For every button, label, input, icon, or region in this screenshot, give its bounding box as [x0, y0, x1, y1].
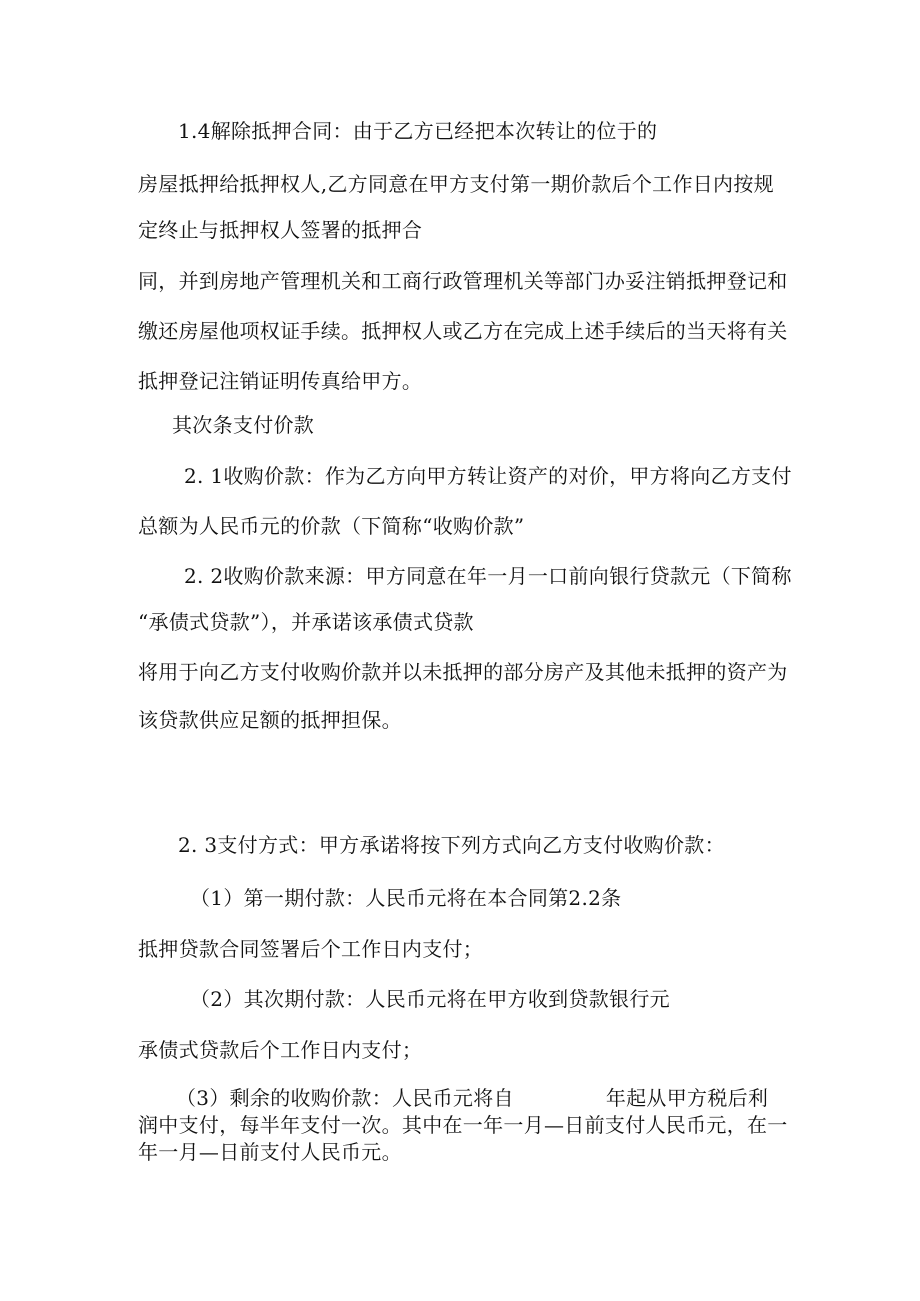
payment-item-1-line-2: 抵押贷款合同签署后个工作日内支付；	[138, 937, 484, 961]
payment-item-1-line-1: （1）第一期付款：人民币元将在本合同第2.2条	[190, 886, 622, 910]
payment-item-2-line-2: 承债式贷款后个工作日内支付；	[138, 1038, 423, 1062]
paragraph-2-1-line-2: 总额为人民币元的价款（下简称“收购价款”	[138, 514, 525, 538]
paragraph-1-4-line-5: 缴还房屋他项权证手续。抵押权人或乙方在完成上述手续后的当天将有关	[138, 319, 788, 343]
paragraph-2-2-line-3: 将用于向乙方支付收购价款并以未抵押的部分房产及其他未抵押的资产为	[138, 660, 788, 684]
paragraph-1-4-line-4: 同，并到房地产管理机关和工商行政管理机关等部门办妥注销抵押登记和	[138, 269, 788, 293]
payment-item-3-tail: 年起从甲方税后利	[605, 1086, 769, 1110]
paragraph-2-2-line-2: “承债式贷款”），并承诺该承债式贷款	[138, 610, 474, 634]
paragraph-2-3-heading: 2. 3支付方式：甲方承诺将按下列方式向乙方支付收购价款：	[178, 833, 725, 857]
payment-item-2-line-1: （2）其次期付款：人民币元将在甲方收到贷款银行元	[190, 987, 670, 1011]
payment-item-3-line-1	[176, 1084, 768, 1112]
paragraph-1-4-line-3: 定终止与抵押权人签署的抵押合	[138, 218, 423, 242]
paragraph-1-4-line-1: 1.4解除抵押合同：由于乙方已经把本次转让的位于的	[178, 119, 658, 143]
payment-item-3-line-2: 润中支付，每半年支付一次。其中在一年一月—日前支付人民币元，在一	[138, 1113, 788, 1137]
paragraph-1-4-line-2: 房屋抵押给抵押权人,乙方同意在甲方支付第一期价款后个工作日内按规	[138, 172, 774, 196]
payment-item-3-lead: （3）剩余的收购价款：人民币元将自	[176, 1086, 514, 1110]
paragraph-2-1-line-1: 2. 1收购价款：作为乙方向甲方转让资产的对价，甲方将向乙方支付	[184, 464, 792, 488]
payment-item-3-line-3: 年一月—日前支付人民币元。	[138, 1140, 402, 1164]
paragraph-2-2-line-4: 该贷款供应足额的抵押担保。	[138, 708, 402, 732]
article-2-heading: 其次条支付价款	[172, 413, 315, 437]
paragraph-1-4-line-6: 抵押登记注销证明传真给甲方。	[138, 369, 423, 393]
paragraph-2-2-line-1: 2. 2收购价款来源：甲方同意在年一月一口前向银行贷款元（下简称	[184, 564, 792, 588]
